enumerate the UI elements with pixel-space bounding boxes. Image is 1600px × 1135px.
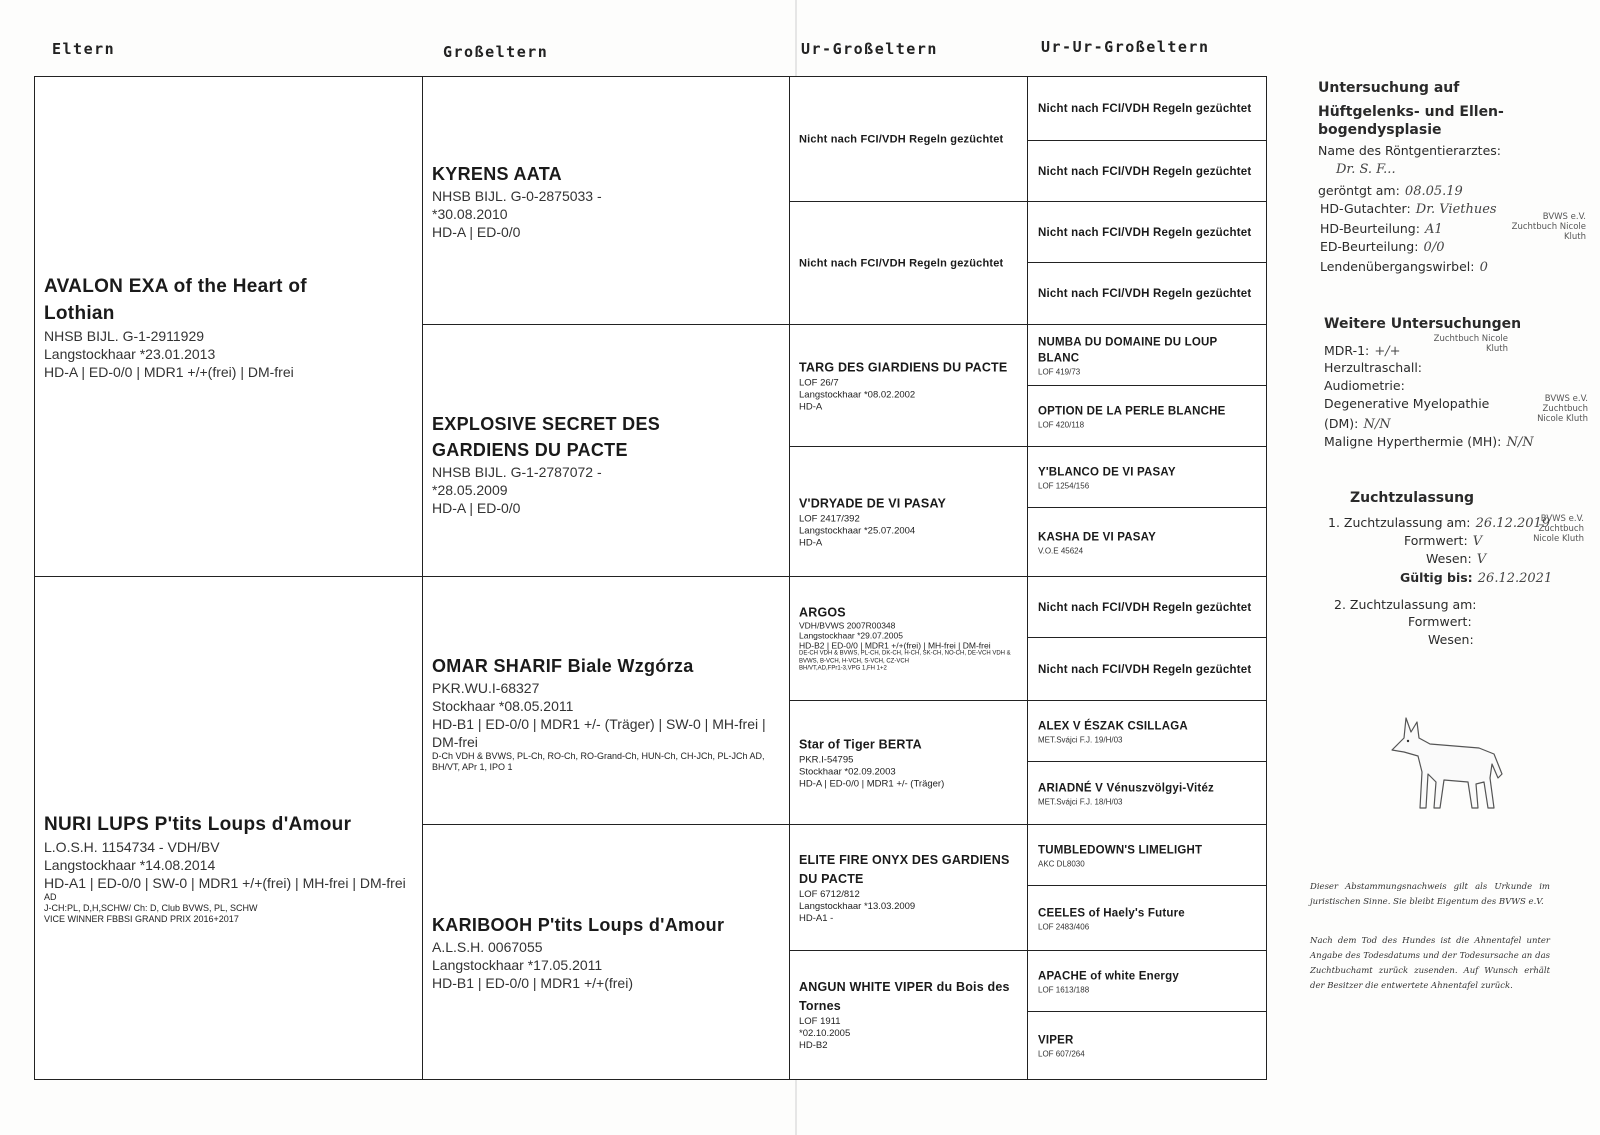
- ggg-reg: AKC DL8030: [1038, 859, 1085, 868]
- great-grandparent-cell: [789, 324, 1029, 448]
- ggg-cell: [1027, 507, 1267, 578]
- mh-row: [1324, 431, 1534, 451]
- header-grandparents: Großeltern: [443, 43, 549, 61]
- great-grandparent-name: V'DRYADE DE VI PASAY: [799, 496, 947, 511]
- grandparent-line: NHSB BIJL. G-1-2787072 -: [432, 463, 602, 480]
- hd-expert-value: Dr. Viethues: [1415, 202, 1497, 217]
- hd-result-value: A1: [1425, 222, 1443, 237]
- grandparent-line: A.L.S.H. 0067055: [432, 939, 543, 955]
- great-grandparent-name: Star of Tiger BERTA: [799, 737, 922, 752]
- grandparent-line: HD-A | ED-0/0: [432, 499, 521, 516]
- ggg-cell: [1027, 324, 1267, 387]
- header-great-great-grandparents: Ur-Ur-Großeltern: [1041, 38, 1210, 56]
- valid-row: [1400, 567, 1552, 587]
- great-grandparent-line: LOF 26/7: [799, 377, 839, 389]
- dam-title: J-CH:PL, D,H,SCHW/ Ch: D, Club BVWS, PL, SCHW: [44, 903, 258, 914]
- grandparent-name: EXPLOSIVE SECRET DES GARDIENS DU PACTE: [432, 413, 661, 460]
- ggg-name: CEELES of Haely's Future: [1038, 907, 1185, 919]
- hd-expert-label: HD-Gutachter:: [1320, 201, 1411, 216]
- stamp: BVWS e.V. Zuchtbuch Nicole Kluth: [1533, 514, 1584, 544]
- great-grandparent-line: HD-B2 | ED-0/0 | MDR1 +/+(frei) | MH-frei | DM-frei: [799, 640, 991, 651]
- great-grandparent-name: ARGOS: [799, 605, 846, 620]
- ggg-cell: [1027, 824, 1267, 887]
- pedigree-grid: [34, 76, 1284, 1080]
- dog-illustration: [1384, 708, 1514, 828]
- further-title: Weitere Untersuchungen: [1324, 316, 1522, 332]
- grandparent-titles: D-Ch VDH & BVWS, PL-Ch, RO-Ch, RO-Grand-Ch, HUN-Ch, CH-JCh, PL-JCh AD, BH/VT, APr 1, IPO 1: [432, 751, 765, 773]
- ggg-cell: [1027, 637, 1267, 702]
- sire-name: AVALON EXA of the Heart of Lothian: [44, 276, 307, 324]
- breeding2-label: 2. Zuchtzulassung am:: [1334, 597, 1477, 612]
- great-grandparent-cell: [789, 824, 1029, 952]
- great-grandparent-name: TARG DES GIARDIENS DU PACTE: [799, 360, 1008, 375]
- ggg-cell: [1027, 446, 1267, 509]
- breeding1-label: 1. Zuchtzulassung am:: [1328, 515, 1471, 530]
- great-grandparent-cell: [789, 76, 1029, 203]
- hd-title: Untersuchung auf: [1318, 80, 1460, 96]
- examinations-panel: [1310, 78, 1588, 1078]
- sire-line: NHSB BIJL. G-1-2911929: [44, 328, 205, 344]
- ggg-name: Nicht nach FCI/VDH Regeln gezüchtet: [1038, 601, 1252, 614]
- ggg-cell: [1027, 1011, 1267, 1080]
- ggg-name: Nicht nach FCI/VDH Regeln gezüchtet: [1038, 663, 1252, 676]
- grandparent-line: Stockhaar *08.05.2011: [432, 698, 574, 715]
- ggg-cell: [1027, 950, 1267, 1013]
- ggg-name: Nicht nach FCI/VDH Regeln gezüchtet: [1038, 288, 1252, 300]
- vet-label: Name des Röntgentierarztes:: [1318, 143, 1501, 158]
- dam-name: NURI LUPS P'tits Loups d'Amour: [44, 814, 352, 836]
- ggg-cell: [1027, 761, 1267, 826]
- sire-cell: [34, 76, 424, 578]
- grandparent-line: NHSB BIJL. G-0-2875033 -: [432, 188, 602, 204]
- great-grandparent-line: Langstockhaar *13.03.2009: [799, 901, 916, 912]
- grandparent-name: OMAR SHARIF Biale Wzgórza: [432, 656, 694, 677]
- ed-result-label: ED-Beurteilung:: [1320, 239, 1419, 254]
- great-grandparent-line: Langstockhaar *25.07.2004: [799, 525, 916, 537]
- mdr1-value: +/+: [1374, 344, 1401, 359]
- great-grandparent-cell: [789, 446, 1029, 578]
- mh-label: Maligne Hyperthermie (MH):: [1324, 434, 1502, 449]
- grandparent-cell: [422, 576, 791, 826]
- dam-line: L.O.S.H. 1154734 - VDH/BV: [44, 839, 220, 856]
- ggg-name: Nicht nach FCI/VDH Regeln gezüchtet: [1038, 226, 1252, 239]
- grandparent-line: PKR.WU.I-68327: [432, 680, 540, 697]
- dam-line: Langstockhaar *14.08.2014: [44, 857, 216, 874]
- vet-signature: Dr. S. F...: [1336, 162, 1396, 177]
- great-grandparent-line: HD-A | ED-0/0 | MDR1 +/- (Träger): [799, 778, 945, 790]
- ggg-name: ALEX V ÉSZAK CSILLAGA: [1038, 720, 1188, 732]
- ggg-reg: MET.Svájci F.J. 18/H/03: [1038, 797, 1123, 806]
- ed-result-value: 0/0: [1423, 240, 1445, 255]
- legal-note: Nach dem Tod des Hundes ist die Ahnentafel unter Angabe des Todesdatums und der Todesursache an das Zuchtbuchamt zurück zusenden. Auf Wunsch erhält der Besitzer die entwertete Ahnentafel zurück.: [1310, 936, 1550, 991]
- ggg-cell: [1027, 700, 1267, 763]
- ggg-name: NUMBA DU DOMAINE DU LOUP BLANC: [1038, 336, 1218, 364]
- grandparent-name: KARIBOOH P'tits Loups d'Amour: [432, 915, 725, 935]
- breeding1-value: 26.12.2019: [1475, 516, 1551, 531]
- ggg-name: Nicht nach FCI/VDH Regeln gezüchtet: [1038, 165, 1252, 178]
- ggg-reg: LOF 2483/406: [1038, 922, 1090, 931]
- lumbar-value: 0: [1479, 260, 1488, 275]
- ggg-name: ARIADNÉ V Vénuszvölgyi-Vitéz: [1038, 782, 1215, 794]
- ggg-reg: LOF 607/264: [1038, 1049, 1085, 1058]
- ggg-reg: LOF 1254/156: [1038, 481, 1090, 490]
- ggg-cell: [1027, 885, 1267, 952]
- dam-cell: [34, 576, 424, 1080]
- ggg-name: KASHA DE VI PASAY: [1038, 531, 1157, 543]
- great-grandparent-line: HD-A: [799, 401, 823, 413]
- ggg-cell: [1027, 140, 1267, 203]
- hd-title: Hüftgelenks- und Ellen-: [1318, 104, 1504, 120]
- mdr1-label: MDR-1:: [1324, 343, 1370, 358]
- great-grandparent-note: Nicht nach FCI/VDH Regeln gezüchtet: [799, 257, 1004, 269]
- form-value: V: [1472, 534, 1483, 549]
- hd-expert-row: [1320, 198, 1497, 218]
- grandparent-cell: [422, 76, 791, 326]
- grandparent-cell: [422, 824, 791, 1080]
- great-grandparent-cell: [789, 576, 1029, 702]
- mdr1-row: [1324, 340, 1401, 360]
- nature-label: Wesen:: [1426, 551, 1472, 566]
- ggg-name: TUMBLEDOWN'S LIMELIGHT: [1038, 844, 1203, 856]
- ed-result-row: [1320, 236, 1444, 256]
- ggg-name: OPTION DE LA PERLE BLANCHE: [1038, 405, 1226, 417]
- great-grandparent-note: Nicht nach FCI/VDH Regeln gezüchtet: [799, 133, 1004, 145]
- great-grandparent-cell: [789, 700, 1029, 826]
- great-grandparent-line: Langstockhaar *08.02.2002: [799, 389, 916, 401]
- ggg-name: Nicht nach FCI/VDH Regeln gezüchtet: [1038, 103, 1252, 115]
- ggg-name: Y'BLANCO DE VI PASAY: [1038, 466, 1176, 478]
- dam-line: HD-A1 | ED-0/0 | SW-0 | MDR1 +/+(frei) | MH-frei | DM-frei: [44, 875, 406, 892]
- dam-title: VICE WINNER FBBSI GRAND PRIX 2016+2017: [44, 914, 239, 925]
- legal-note: Dieser Abstammungsnachweis gilt als Urkunde im juristischen Sinne. Sie bleibt Eigentum des BVWS e.V.: [1310, 882, 1550, 907]
- ggg-cell: [1027, 262, 1267, 326]
- great-grandparent-line: Langstockhaar *29.07.2005: [799, 630, 903, 641]
- stamp: Zuchtbuch Nicole Kluth: [1433, 334, 1508, 354]
- great-grandparent-cell: [789, 950, 1029, 1080]
- great-grandparent-line: HD-A1 -: [799, 913, 834, 924]
- grandparent-name: KYRENS AATA: [432, 164, 562, 184]
- great-grandparent-line: *02.10.2005: [799, 1028, 851, 1039]
- nature2-label: Wesen:: [1428, 632, 1474, 647]
- great-grandparent-name: ANGUN WHITE VIPER du Bois des Tornes: [799, 980, 1010, 1013]
- ggg-reg: LOF 420/118: [1038, 420, 1085, 429]
- great-grandparent-line: HD-A: [799, 537, 823, 549]
- great-grandparent-line: LOF 1911: [799, 1016, 841, 1027]
- lumbar-row: [1320, 256, 1488, 276]
- hd-title: bogendysplasie: [1318, 122, 1442, 138]
- dm-label: Degenerative Myelopathie: [1324, 396, 1490, 411]
- dam-title: AD: [44, 892, 57, 903]
- great-grandparent-titles: DE-CH VDH & BVWS, PL-CH, DK-CH, H-CH, SK-CH, NO-CH, DE-VCH VDH & BVWS, B-VCH, H-VCH, S-VCH, CZ-VCH: [799, 650, 1011, 664]
- grandparent-line: HD-B1 | ED-0/0 | MDR1 +/+(frei): [432, 975, 633, 991]
- ggg-reg: MET.Svájci F.J. 19/H/03: [1038, 735, 1123, 744]
- ggg-cell: [1027, 576, 1267, 639]
- grandparent-cell: [422, 324, 791, 578]
- xray-value: 08.05.19: [1404, 184, 1463, 199]
- dm-value: N/N: [1363, 417, 1391, 432]
- sire-line: Langstockhaar *23.01.2013: [44, 346, 216, 362]
- dm-label-2: (DM):: [1324, 416, 1359, 431]
- ggg-reg: LOF 1613/188: [1038, 985, 1090, 994]
- audio-label: Audiometrie:: [1324, 378, 1405, 393]
- grandparent-line: HD-A | ED-0/0: [432, 224, 521, 240]
- form-label: Formwert:: [1404, 533, 1468, 548]
- breeding-title: Zuchtzulassung: [1350, 490, 1475, 506]
- great-grandparent-cell: [789, 201, 1029, 326]
- lumbar-label: Lendenübergangswirbel:: [1320, 259, 1475, 274]
- ggg-cell: [1027, 201, 1267, 264]
- great-grandparent-line: HD-B2: [799, 1040, 828, 1051]
- great-grandparent-line: LOF 6712/812: [799, 889, 860, 900]
- nature-row: [1426, 548, 1486, 568]
- ggg-name: APACHE of white Energy: [1038, 970, 1179, 982]
- grandparent-line: *30.08.2010: [432, 206, 508, 222]
- great-grandparent-line: PKR.I-54795: [799, 754, 854, 766]
- grandparent-line: Langstockhaar *17.05.2011: [432, 957, 603, 973]
- form-row: [1404, 530, 1482, 550]
- great-grandparent-line: LOF 2417/392: [799, 513, 860, 525]
- valid-value: 26.12.2021: [1477, 571, 1553, 586]
- sire-line: HD-A | ED-0/0 | MDR1 +/+(frei) | DM-frei: [44, 364, 294, 380]
- dm-row: [1324, 413, 1391, 433]
- great-grandparent-name: ELITE FIRE ONYX DES GARDIENS DU PACTE: [799, 853, 1010, 886]
- xray-label: geröntgt am:: [1318, 183, 1400, 198]
- nature-value: V: [1476, 552, 1487, 567]
- ggg-reg: V.O.E 45624: [1038, 546, 1084, 555]
- great-grandparent-line: Stockhaar *02.09.2003: [799, 766, 896, 778]
- ggg-cell: [1027, 76, 1267, 142]
- header-great-grandparents: Ur-Großeltern: [801, 40, 938, 58]
- form2-label: Formwert:: [1408, 614, 1472, 629]
- header-parents: Eltern: [52, 40, 116, 58]
- xray-row: [1318, 180, 1463, 200]
- hd-result-row: [1320, 218, 1443, 238]
- ggg-reg: LOF 419/73: [1038, 367, 1081, 376]
- grandparent-line: HD-B1 | ED-0/0 | MDR1 +/- (Träger) | SW-0 | MH-frei | DM-frei: [432, 716, 766, 751]
- ggg-cell: [1027, 385, 1267, 448]
- valid-label: Gültig bis:: [1400, 570, 1473, 585]
- ggg-name: VIPER: [1038, 1034, 1074, 1046]
- heart-label: Herzultraschall:: [1324, 360, 1423, 375]
- mh-value: N/N: [1506, 435, 1534, 450]
- great-grandparent-titles: BH/VT,AD,FPr1-3,VPG 1,FH 1+2: [799, 665, 887, 672]
- stamp: BVWS e.V. Zuchtbuch Nicole Kluth: [1511, 212, 1586, 242]
- grandparent-line: *28.05.2009: [432, 481, 508, 498]
- great-grandparent-line: VDH/BVWS 2007R00348: [799, 620, 896, 631]
- stamp: BVWS e.V. Zuchtbuch Nicole Kluth: [1537, 394, 1588, 424]
- hd-result-label: HD-Beurteilung:: [1320, 221, 1420, 236]
